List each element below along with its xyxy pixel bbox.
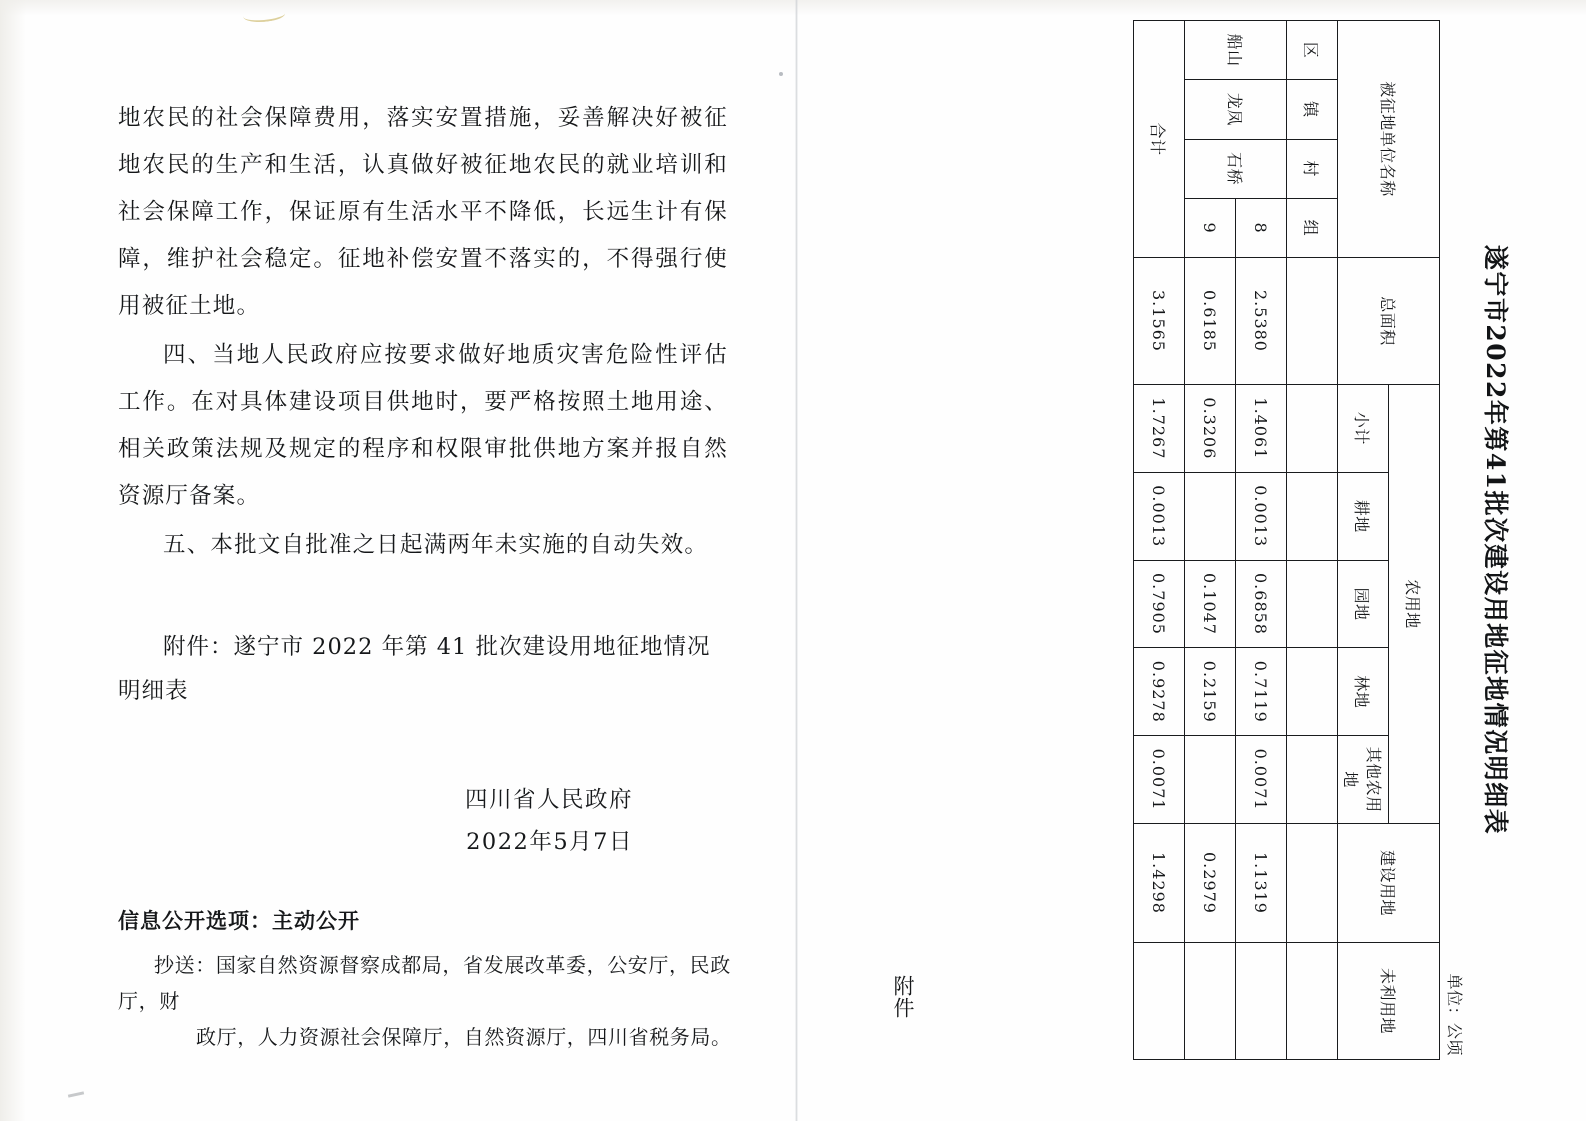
signature-block	[118, 779, 728, 863]
cell-forest-sum: 0.9278	[1134, 648, 1185, 736]
disclosure-option: 信息公开选项：主动公开	[118, 908, 360, 933]
scan-smudge-icon	[68, 1091, 84, 1097]
cell-other-farm-sum: 0.0071	[1134, 736, 1185, 824]
header-construction-spacer	[1287, 824, 1338, 943]
land-requisition-table	[1133, 20, 1440, 1060]
cell-other-farm	[1185, 736, 1236, 824]
table-header-row-3	[1287, 21, 1338, 1060]
header-town: 镇	[1287, 80, 1338, 139]
cell-construction: 0.2979	[1185, 824, 1236, 943]
cell-unused	[1185, 943, 1236, 1060]
cell-unused	[1236, 943, 1287, 1060]
header-forest-land: 林地	[1338, 648, 1389, 736]
cc-list	[118, 947, 738, 1055]
header-cultivated-spacer	[1287, 472, 1338, 560]
paragraph-item-five: 五、本批文自批准之日起满两年未实施的自动失效。	[163, 532, 709, 558]
cell-total-area-sum: 3.1565	[1134, 258, 1185, 385]
header-unit-name: 被征地单位名称	[1338, 21, 1440, 258]
issuer-name: 四川省人民政府	[464, 787, 633, 813]
attachment-label: 附件	[891, 975, 915, 1019]
header-subtotal: 小计	[1338, 385, 1389, 473]
header-cultivated-land: 耕地	[1338, 472, 1389, 560]
scan-gradient-left	[0, 0, 26, 1121]
table-header-row-1	[1389, 21, 1440, 1060]
table-title: 遂宁市2022年第41批次建设用地征地情况明细表	[1481, 244, 1510, 836]
cell-group: 9	[1185, 198, 1236, 257]
header-forest-spacer	[1287, 648, 1338, 736]
header-garden-spacer	[1287, 560, 1338, 648]
scan-artifact-icon	[242, 5, 286, 25]
attachment-rotated-content	[955, 20, 1515, 1060]
header-total-area: 总面积	[1338, 258, 1440, 385]
cell-zone: 船山	[1185, 21, 1287, 80]
cell-total-area: 0.6185	[1185, 258, 1236, 385]
cell-garden: 0.1047	[1185, 560, 1236, 648]
cc-line-2: 政厅，人力资源社会保障厅，自然资源厅，四川省税务局。	[196, 1025, 732, 1049]
cell-total-label: 合计	[1134, 21, 1185, 258]
header-total-area-spacer	[1287, 258, 1338, 385]
cell-subtotal-sum: 1.7267	[1134, 385, 1185, 473]
header-subtotal-spacer	[1287, 385, 1338, 473]
header-unused-spacer	[1287, 943, 1338, 1060]
paragraph-item-four: 四、当地人民政府应按要求做好地质灾害危险性评估工作。在对具体建设项目供地时，要严格按照土地用途、相关政策法规及规定的程序和权限审批供地方案并报自然资源厅备案。	[118, 342, 728, 509]
cell-total-area: 2.5380	[1236, 258, 1287, 385]
header-other-farm-land: 其他农用地	[1338, 736, 1389, 824]
cell-group: 8	[1236, 198, 1287, 257]
header-other-farm-spacer	[1287, 736, 1338, 824]
table-row	[1236, 21, 1287, 1060]
cell-subtotal: 1.4061	[1236, 385, 1287, 473]
issue-date: 2022年5月7日	[466, 829, 633, 855]
cell-cultivated	[1185, 472, 1236, 560]
document-body	[118, 95, 728, 863]
cell-garden-sum: 0.7905	[1134, 560, 1185, 648]
header-zone: 区	[1287, 21, 1338, 80]
cell-garden: 0.6858	[1236, 560, 1287, 648]
cell-town: 龙凤	[1185, 80, 1287, 139]
scan-speck-icon	[779, 72, 783, 76]
attachment-reference: 附件：遂宁市 2022 年第 41 批次建设用地征地情况明细表	[118, 634, 711, 704]
header-unused-land: 未利用地	[1338, 943, 1440, 1060]
attachment-page	[905, 10, 1565, 1070]
cell-cultivated: 0.0013	[1236, 472, 1287, 560]
header-village: 村	[1287, 139, 1338, 198]
cell-other-farm: 0.0071	[1236, 736, 1287, 824]
cell-construction: 1.1319	[1236, 824, 1287, 943]
cell-village: 石桥	[1185, 139, 1287, 198]
cell-forest: 0.2159	[1185, 648, 1236, 736]
cell-subtotal: 0.3206	[1185, 385, 1236, 473]
cell-construction-sum: 1.4298	[1134, 824, 1185, 943]
cell-unused-sum	[1134, 943, 1185, 1060]
cc-label: 抄送：	[154, 953, 216, 977]
page-fold-line	[795, 0, 798, 1121]
paragraph-continued: 地农民的社会保障费用，落实安置措施，妥善解决好被征地农民的生产和生活，认真做好被征地农民的就业培训和社会保障工作，保证原有生活水平不降低，长远生计有保障，维护社会稳定。征地补偿安置不落实的，不得强行使用被征土地。	[118, 105, 728, 319]
cell-cultivated-sum: 0.0013	[1134, 472, 1185, 560]
header-group: 组	[1287, 198, 1338, 257]
header-farm-land: 农用地	[1389, 385, 1440, 824]
cc-line-1: 国家自然资源督察成都局，省发展改革委，公安厅，民政厅，财	[118, 953, 731, 1013]
cell-forest: 0.7119	[1236, 648, 1287, 736]
header-garden-land: 园地	[1338, 560, 1389, 648]
table-unit: 单位：公顷	[1445, 973, 1464, 1056]
table-total-row	[1134, 21, 1185, 1060]
header-construction-land: 建设用地	[1338, 824, 1440, 943]
document-footer	[118, 905, 738, 1055]
